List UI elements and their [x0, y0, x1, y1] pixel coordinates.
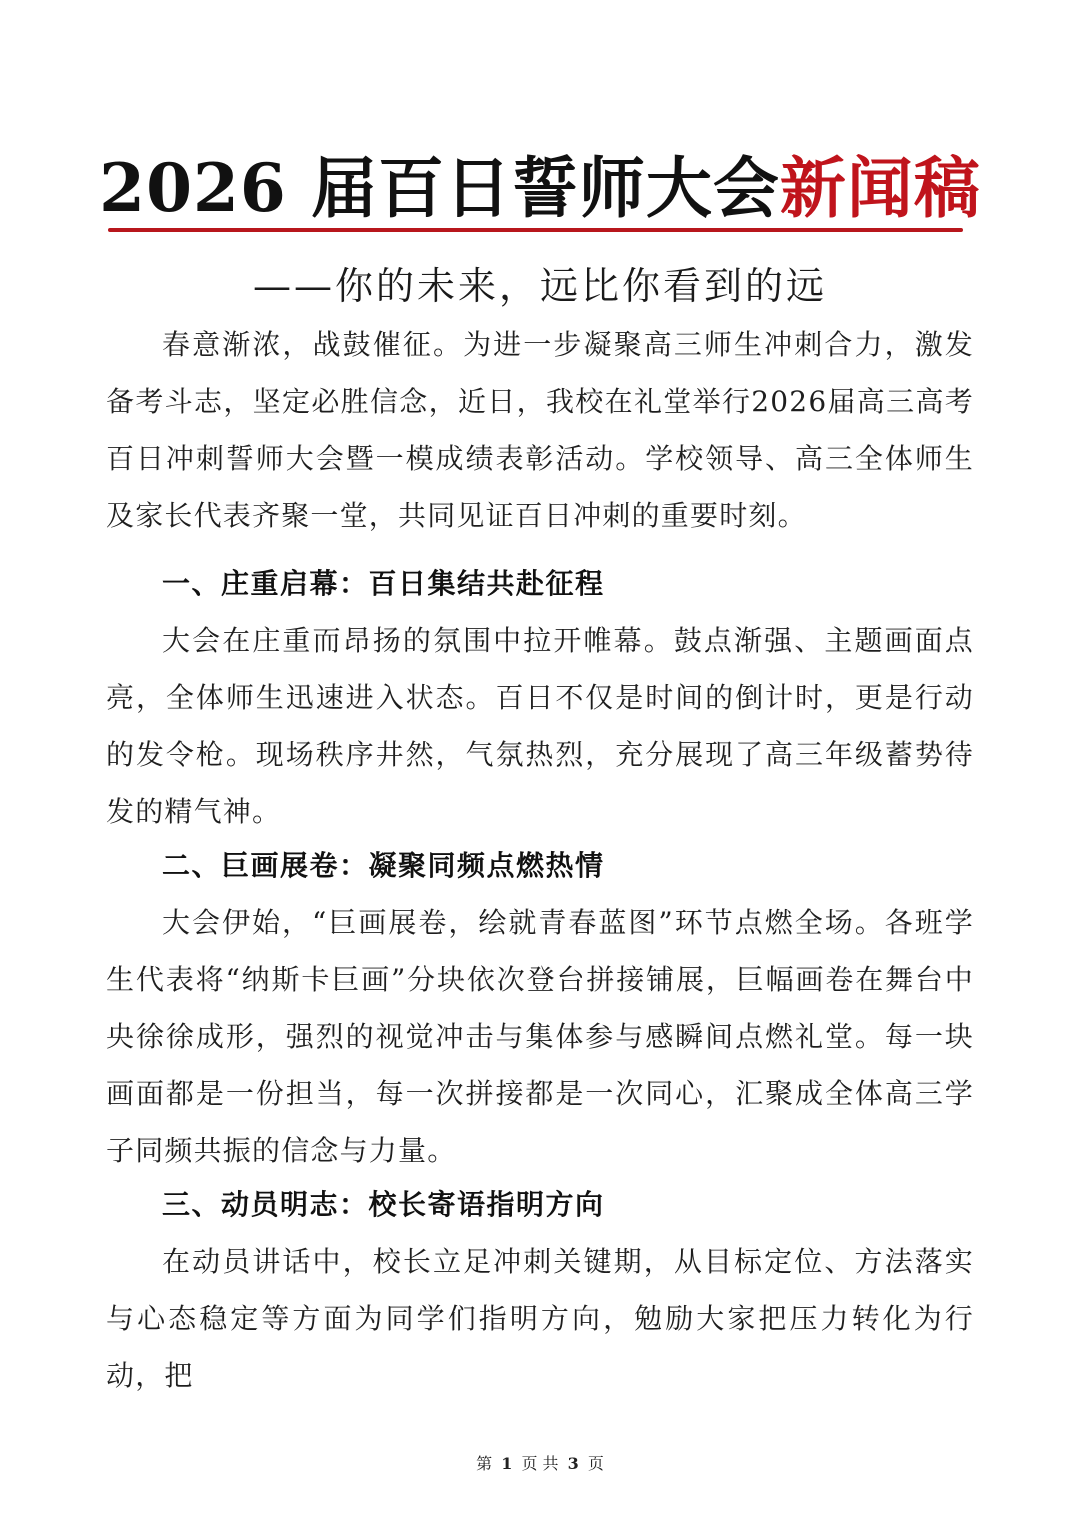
paragraph-section-3: 在动员讲话中，校长立足冲刺关键期，从目标定位、方法落实与心态稳定等方面为同学们指明方向，勉励大家把压力转化为行动，把 [106, 1245, 974, 1392]
paragraph-intro: 春意渐浓，战鼓催征。为进一步凝聚高三师生冲刺合力，激发备考斗志，坚定必胜信念，近日，我校在礼堂举行2026届高三高考百日冲刺誓师大会暨一模成绩表彰活动。学校领导、高三全体师生及家长代表齐聚一堂，共同见证百日冲刺的重要时刻。 [106, 328, 974, 532]
title-main: 2026 届百日誓师大会 [99, 149, 780, 227]
paragraph-section-1: 大会在庄重而昂扬的氛围中拉开帷幕。鼓点渐强、主题画面点亮，全体师生迅速进入状态。百日不仅是时间的倒计时，更是行动的发令枪。现场秩序井然，气氛热烈，充分展现了高三年级蓄势待发的精气神。 [106, 624, 974, 828]
title-highlight: 新闻稿 [779, 149, 981, 227]
section-heading-1: 一、庄重启幕：百日集结共赴征程 [162, 567, 605, 600]
section-heading-2: 二、巨画展卷：凝聚同频点燃热情 [162, 849, 605, 882]
footer-middle: 页 共 [521, 1454, 559, 1473]
footer-total-pages: 3 [567, 1454, 579, 1473]
document-title [0, 148, 1080, 228]
footer-suffix: 页 [587, 1454, 604, 1473]
document-subtitle: ——你的未来，远比你看到的远 [252, 264, 827, 308]
section-heading-3: 三、动员明志：校长寄语指明方向 [162, 1188, 605, 1221]
page-footer [0, 1452, 1080, 1476]
footer-prefix: 第 [476, 1454, 493, 1473]
paragraph-section-2: 大会伊始，“巨画展卷，绘就青春蓝图”环节点燃全场。各班学生代表将“纳斯卡巨画”分块依次登台拼接铺展，巨幅画卷在舞台中央徐徐成形，强烈的视觉冲击与集体参与感瞬间点燃礼堂。每一块画面都是一份担当，每一次拼接都是一次同心，汇聚成全体高三学子同频共振的信念与力量。 [106, 906, 974, 1167]
footer-current-page: 1 [501, 1454, 513, 1473]
title-underline [108, 228, 963, 232]
